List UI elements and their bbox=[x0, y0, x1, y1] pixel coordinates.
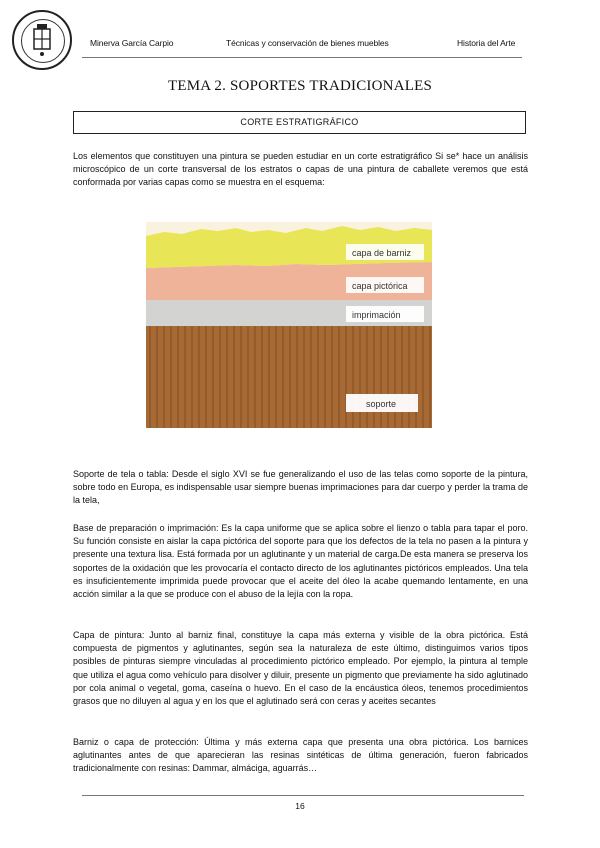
section-title-box: CORTE ESTRATIGRÁFICO bbox=[73, 111, 526, 134]
seal-emblem-icon bbox=[14, 12, 70, 68]
intro-paragraph: Los elementos que constituyen una pintura se pueden estudiar en un corte estratigráfico Si se* hace un análisis microscópico de un corte transversal de los estratos o capas de una pintura de caballete veremos que está conformada por varias capas como se muestra en el esquema: bbox=[73, 151, 528, 188]
paragraph-imprimacion: Base de preparación o imprimación: Es la capa uniforme que se aplica sobre el lienzo o tabla para tapar el poro. Su función consiste en aislar la capa pictórica del soporte para que los defectos de la tela no pasen a la pintura y presente una textura lisa. Está formada por un aglutinante y un material de carga.De esta manera se preserva los soportes de la oxidación que les provocaría el contacto directo de los aglutinantes pictóricos empleados. Una tela es insuficientemente imprimida puede provocar que el aceite del óleo la acabe quemando lentamente, en una acción similar a la que se produce con el abuso de la lejía con la ropa. bbox=[73, 523, 528, 600]
header-divider bbox=[82, 57, 522, 58]
wood-grain-pattern bbox=[150, 326, 430, 428]
paragraph-capa-pintura: Capa de pintura: Junto al barniz final, constituye la capa más externa y visible de la obra pictórica. Está compuesta de pigmentos y aglutinantes, según sea la naturaleza de este último, distinguimos varios tipos posibles de pinturas siempre vinculadas al procedimiento pictórico empleado. Por ejemplo, la pintura al temple que utiliza el agua como vehículo para disolver y diluir, presente un pigmento que previamente ha sido aglutinado por cola animal o vegetal, goma, caseína o huevo. En el caso de la encáustica óleos, tenemos procedimientos grasos que no diluyen al agua y en los que el aglutinado será con ceras y aceites secantes bbox=[73, 630, 528, 707]
footer-divider bbox=[82, 795, 524, 796]
page-title: TEMA 2. SOPORTES TRADICIONALES bbox=[167, 78, 432, 94]
page-number: 16 bbox=[295, 801, 305, 811]
label-imprimacion: imprimación bbox=[352, 310, 401, 320]
paragraph-soporte: Soporte de tela o tabla: Desde el siglo XVI se fue generalizando el uso de las telas como soporte de la pintura, sobre todo en Europa, es indispensable usar siempre buenas imprimaciones para dar cuerpo y perder la trama de la tela, bbox=[73, 469, 528, 506]
university-seal bbox=[12, 10, 72, 70]
header-subject: Historia del Arte bbox=[457, 38, 516, 48]
label-soporte: soporte bbox=[366, 399, 397, 409]
header-course: Técnicas y conservación de bienes muebles bbox=[226, 38, 389, 48]
stratigraphic-diagram bbox=[146, 222, 432, 428]
label-capa-pictorica: capa pictórica bbox=[352, 281, 408, 291]
header-author: Minerva García Carpio bbox=[90, 38, 174, 48]
label-capa-de-barniz: capa de barniz bbox=[352, 248, 412, 258]
paragraph-barniz: Barniz o capa de protección: Última y más externa capa que presenta una obra pictórica. Los barnices aglutinantes antes de que aparecieran las resinas sintéticas de última generación, fueron fabricados tradicionalmente con resinas: Dammar, almáciga, aguarrás… bbox=[73, 737, 528, 774]
layer-soporte bbox=[146, 326, 432, 428]
